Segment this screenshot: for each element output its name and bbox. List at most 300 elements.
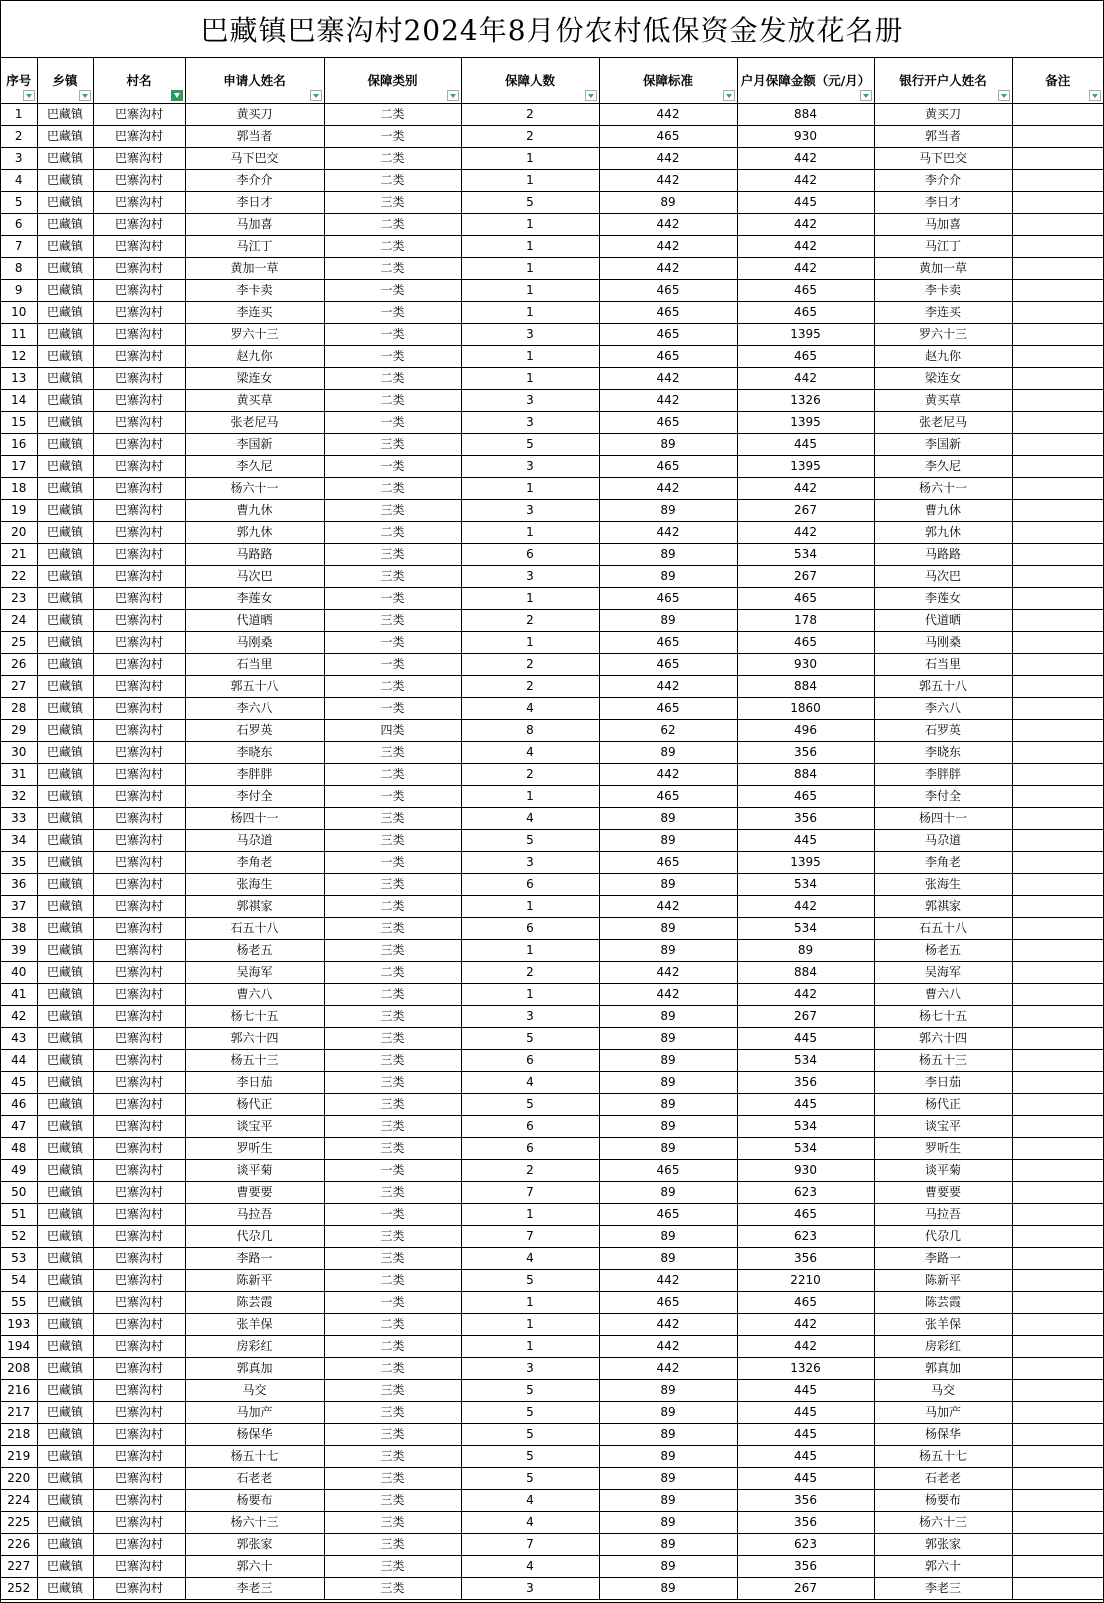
cell-township[interactable]: 巴藏镇	[37, 1402, 93, 1424]
cell-applicant[interactable]: 杨四十一	[185, 808, 324, 830]
cell-standard[interactable]: 89	[599, 1490, 737, 1512]
cell-amount[interactable]: 442	[737, 236, 874, 258]
cell-index[interactable]: 7	[1, 236, 37, 258]
cell-amount[interactable]: 465	[737, 302, 874, 324]
cell-index[interactable]: 41	[1, 984, 37, 1006]
cell-township[interactable]: 巴藏镇	[37, 1358, 93, 1380]
cell-village[interactable]: 巴寨沟村	[93, 896, 185, 918]
cell-account-holder[interactable]: 石老老	[874, 1468, 1012, 1490]
cell-category[interactable]: 二类	[324, 896, 461, 918]
filter-dropdown-icon[interactable]	[1089, 90, 1101, 101]
cell-index[interactable]: 28	[1, 698, 37, 720]
cell-township[interactable]: 巴藏镇	[37, 1094, 93, 1116]
cell-remarks[interactable]	[1012, 786, 1103, 808]
cell-township[interactable]: 巴藏镇	[37, 1468, 93, 1490]
cell-township[interactable]: 巴藏镇	[37, 1248, 93, 1270]
cell-category[interactable]: 三类	[324, 1380, 461, 1402]
filter-dropdown-icon[interactable]	[23, 90, 35, 101]
cell-remarks[interactable]	[1012, 896, 1103, 918]
cell-index[interactable]: 45	[1, 1072, 37, 1094]
cell-category[interactable]: 三类	[324, 610, 461, 632]
cell-persons[interactable]: 6	[461, 1138, 599, 1160]
cell-township[interactable]: 巴藏镇	[37, 368, 93, 390]
cell-standard[interactable]: 442	[599, 896, 737, 918]
cell-index[interactable]: 51	[1, 1204, 37, 1226]
cell-standard[interactable]: 465	[599, 346, 737, 368]
cell-account-holder[interactable]: 张老尼马	[874, 412, 1012, 434]
cell-remarks[interactable]	[1012, 1226, 1103, 1248]
cell-persons[interactable]: 1	[461, 258, 599, 280]
cell-village[interactable]: 巴寨沟村	[93, 830, 185, 852]
cell-applicant[interactable]: 曹要要	[185, 1182, 324, 1204]
cell-account-holder[interactable]: 郭六十	[874, 1556, 1012, 1578]
cell-account-holder[interactable]: 杨六十一	[874, 478, 1012, 500]
cell-amount[interactable]: 445	[737, 1468, 874, 1490]
cell-standard[interactable]: 89	[599, 1072, 737, 1094]
cell-standard[interactable]: 89	[599, 1006, 737, 1028]
cell-village[interactable]: 巴寨沟村	[93, 1094, 185, 1116]
cell-standard[interactable]: 89	[599, 1138, 737, 1160]
cell-category[interactable]: 一类	[324, 786, 461, 808]
cell-village[interactable]: 巴寨沟村	[93, 1248, 185, 1270]
cell-index[interactable]: 208	[1, 1358, 37, 1380]
cell-village[interactable]: 巴寨沟村	[93, 1534, 185, 1556]
cell-remarks[interactable]	[1012, 1358, 1103, 1380]
cell-account-holder[interactable]: 杨七十五	[874, 1006, 1012, 1028]
cell-category[interactable]: 三类	[324, 1578, 461, 1600]
cell-index[interactable]: 194	[1, 1336, 37, 1358]
cell-standard[interactable]: 465	[599, 412, 737, 434]
cell-standard[interactable]: 89	[599, 1380, 737, 1402]
cell-village[interactable]: 巴寨沟村	[93, 940, 185, 962]
cell-village[interactable]: 巴寨沟村	[93, 1006, 185, 1028]
cell-applicant[interactable]: 马下巴交	[185, 148, 324, 170]
cell-applicant[interactable]: 赵九你	[185, 346, 324, 368]
cell-township[interactable]: 巴藏镇	[37, 1578, 93, 1600]
cell-village[interactable]: 巴寨沟村	[93, 654, 185, 676]
cell-index[interactable]: 26	[1, 654, 37, 676]
cell-remarks[interactable]	[1012, 280, 1103, 302]
cell-remarks[interactable]	[1012, 434, 1103, 456]
cell-category[interactable]: 三类	[324, 1248, 461, 1270]
cell-account-holder[interactable]: 李晓东	[874, 742, 1012, 764]
cell-persons[interactable]: 4	[461, 1556, 599, 1578]
cell-persons[interactable]: 1	[461, 522, 599, 544]
cell-standard[interactable]: 465	[599, 852, 737, 874]
cell-standard[interactable]: 89	[599, 830, 737, 852]
cell-amount[interactable]: 445	[737, 192, 874, 214]
cell-village[interactable]: 巴寨沟村	[93, 808, 185, 830]
cell-standard[interactable]: 442	[599, 170, 737, 192]
cell-applicant[interactable]: 郭九休	[185, 522, 324, 544]
cell-village[interactable]: 巴寨沟村	[93, 258, 185, 280]
cell-index[interactable]: 47	[1, 1116, 37, 1138]
cell-standard[interactable]: 442	[599, 962, 737, 984]
cell-amount[interactable]: 930	[737, 1160, 874, 1182]
cell-amount[interactable]: 442	[737, 258, 874, 280]
cell-remarks[interactable]	[1012, 1402, 1103, 1424]
cell-township[interactable]: 巴藏镇	[37, 830, 93, 852]
cell-category[interactable]: 三类	[324, 874, 461, 896]
cell-persons[interactable]: 1	[461, 280, 599, 302]
cell-index[interactable]: 38	[1, 918, 37, 940]
cell-category[interactable]: 二类	[324, 390, 461, 412]
cell-index[interactable]: 11	[1, 324, 37, 346]
cell-township[interactable]: 巴藏镇	[37, 1292, 93, 1314]
cell-township[interactable]: 巴藏镇	[37, 918, 93, 940]
cell-village[interactable]: 巴寨沟村	[93, 742, 185, 764]
cell-persons[interactable]: 7	[461, 1182, 599, 1204]
cell-index[interactable]: 16	[1, 434, 37, 456]
cell-category[interactable]: 一类	[324, 346, 461, 368]
cell-village[interactable]: 巴寨沟村	[93, 1292, 185, 1314]
cell-standard[interactable]: 89	[599, 1556, 737, 1578]
cell-standard[interactable]: 89	[599, 918, 737, 940]
cell-index[interactable]: 219	[1, 1446, 37, 1468]
cell-township[interactable]: 巴藏镇	[37, 654, 93, 676]
cell-township[interactable]: 巴藏镇	[37, 1182, 93, 1204]
cell-category[interactable]: 三类	[324, 918, 461, 940]
cell-remarks[interactable]	[1012, 456, 1103, 478]
cell-village[interactable]: 巴寨沟村	[93, 126, 185, 148]
cell-remarks[interactable]	[1012, 412, 1103, 434]
cell-index[interactable]: 29	[1, 720, 37, 742]
cell-village[interactable]: 巴寨沟村	[93, 1578, 185, 1600]
cell-applicant[interactable]: 郭六十	[185, 1556, 324, 1578]
cell-amount[interactable]: 534	[737, 544, 874, 566]
cell-category[interactable]: 二类	[324, 962, 461, 984]
cell-remarks[interactable]	[1012, 742, 1103, 764]
cell-amount[interactable]: 465	[737, 1292, 874, 1314]
cell-persons[interactable]: 2	[461, 962, 599, 984]
cell-account-holder[interactable]: 李老三	[874, 1578, 1012, 1600]
cell-category[interactable]: 一类	[324, 1204, 461, 1226]
cell-index[interactable]: 217	[1, 1402, 37, 1424]
cell-village[interactable]: 巴寨沟村	[93, 1314, 185, 1336]
cell-index[interactable]: 24	[1, 610, 37, 632]
cell-standard[interactable]: 442	[599, 1358, 737, 1380]
cell-account-holder[interactable]: 黄加一草	[874, 258, 1012, 280]
cell-applicant[interactable]: 李介介	[185, 170, 324, 192]
cell-index[interactable]: 193	[1, 1314, 37, 1336]
cell-amount[interactable]: 465	[737, 588, 874, 610]
cell-standard[interactable]: 89	[599, 1578, 737, 1600]
cell-township[interactable]: 巴藏镇	[37, 676, 93, 698]
cell-category[interactable]: 三类	[324, 1490, 461, 1512]
cell-applicant[interactable]: 代道晒	[185, 610, 324, 632]
cell-applicant[interactable]: 郭六十四	[185, 1028, 324, 1050]
cell-category[interactable]: 一类	[324, 632, 461, 654]
cell-persons[interactable]: 3	[461, 566, 599, 588]
cell-account-holder[interactable]: 李国新	[874, 434, 1012, 456]
cell-persons[interactable]: 5	[461, 1424, 599, 1446]
cell-village[interactable]: 巴寨沟村	[93, 1160, 185, 1182]
cell-amount[interactable]: 445	[737, 1424, 874, 1446]
cell-township[interactable]: 巴藏镇	[37, 1446, 93, 1468]
cell-township[interactable]: 巴藏镇	[37, 566, 93, 588]
cell-village[interactable]: 巴寨沟村	[93, 610, 185, 632]
cell-amount[interactable]: 465	[737, 1204, 874, 1226]
cell-applicant[interactable]: 杨七十五	[185, 1006, 324, 1028]
cell-applicant[interactable]: 郭真加	[185, 1358, 324, 1380]
cell-township[interactable]: 巴藏镇	[37, 1556, 93, 1578]
cell-township[interactable]: 巴藏镇	[37, 434, 93, 456]
cell-persons[interactable]: 4	[461, 1490, 599, 1512]
cell-standard[interactable]: 442	[599, 148, 737, 170]
cell-index[interactable]: 31	[1, 764, 37, 786]
cell-persons[interactable]: 1	[461, 1292, 599, 1314]
cell-persons[interactable]: 3	[461, 324, 599, 346]
cell-township[interactable]: 巴藏镇	[37, 940, 93, 962]
cell-category[interactable]: 三类	[324, 192, 461, 214]
cell-amount[interactable]: 465	[737, 632, 874, 654]
cell-amount[interactable]: 445	[737, 1028, 874, 1050]
cell-remarks[interactable]	[1012, 1028, 1103, 1050]
cell-category[interactable]: 三类	[324, 544, 461, 566]
cell-category[interactable]: 三类	[324, 1006, 461, 1028]
cell-applicant[interactable]: 李晓东	[185, 742, 324, 764]
cell-index[interactable]: 224	[1, 1490, 37, 1512]
cell-amount[interactable]: 1395	[737, 324, 874, 346]
cell-standard[interactable]: 89	[599, 1116, 737, 1138]
cell-standard[interactable]: 89	[599, 1028, 737, 1050]
cell-township[interactable]: 巴藏镇	[37, 148, 93, 170]
cell-township[interactable]: 巴藏镇	[37, 1336, 93, 1358]
cell-applicant[interactable]: 李国新	[185, 434, 324, 456]
cell-village[interactable]: 巴寨沟村	[93, 720, 185, 742]
cell-standard[interactable]: 465	[599, 126, 737, 148]
cell-applicant[interactable]: 马路路	[185, 544, 324, 566]
cell-account-holder[interactable]: 李久尼	[874, 456, 1012, 478]
cell-remarks[interactable]	[1012, 940, 1103, 962]
cell-persons[interactable]: 8	[461, 720, 599, 742]
cell-applicant[interactable]: 杨代正	[185, 1094, 324, 1116]
cell-index[interactable]: 4	[1, 170, 37, 192]
cell-account-holder[interactable]: 石五十八	[874, 918, 1012, 940]
cell-applicant[interactable]: 杨保华	[185, 1424, 324, 1446]
cell-village[interactable]: 巴寨沟村	[93, 302, 185, 324]
cell-category[interactable]: 二类	[324, 148, 461, 170]
cell-persons[interactable]: 3	[461, 390, 599, 412]
cell-persons[interactable]: 1	[461, 302, 599, 324]
cell-amount[interactable]: 930	[737, 654, 874, 676]
cell-applicant[interactable]: 郭当者	[185, 126, 324, 148]
cell-remarks[interactable]	[1012, 214, 1103, 236]
cell-standard[interactable]: 89	[599, 192, 737, 214]
cell-amount[interactable]: 442	[737, 170, 874, 192]
cell-standard[interactable]: 89	[599, 500, 737, 522]
cell-account-holder[interactable]: 曹九休	[874, 500, 1012, 522]
cell-amount[interactable]: 356	[737, 1512, 874, 1534]
cell-index[interactable]: 225	[1, 1512, 37, 1534]
cell-persons[interactable]: 1	[461, 346, 599, 368]
cell-standard[interactable]: 442	[599, 104, 737, 126]
cell-account-holder[interactable]: 杨要布	[874, 1490, 1012, 1512]
cell-applicant[interactable]: 马尕道	[185, 830, 324, 852]
cell-index[interactable]: 53	[1, 1248, 37, 1270]
cell-index[interactable]: 14	[1, 390, 37, 412]
cell-index[interactable]: 42	[1, 1006, 37, 1028]
cell-village[interactable]: 巴寨沟村	[93, 412, 185, 434]
cell-persons[interactable]: 4	[461, 808, 599, 830]
cell-remarks[interactable]	[1012, 1534, 1103, 1556]
cell-township[interactable]: 巴藏镇	[37, 324, 93, 346]
cell-amount[interactable]: 534	[737, 874, 874, 896]
cell-applicant[interactable]: 李胖胖	[185, 764, 324, 786]
cell-index[interactable]: 216	[1, 1380, 37, 1402]
cell-applicant[interactable]: 黄买刀	[185, 104, 324, 126]
cell-category[interactable]: 二类	[324, 1358, 461, 1380]
cell-remarks[interactable]	[1012, 1138, 1103, 1160]
cell-account-holder[interactable]: 马加产	[874, 1402, 1012, 1424]
cell-applicant[interactable]: 曹六八	[185, 984, 324, 1006]
cell-standard[interactable]: 442	[599, 368, 737, 390]
cell-township[interactable]: 巴藏镇	[37, 1490, 93, 1512]
cell-township[interactable]: 巴藏镇	[37, 456, 93, 478]
cell-remarks[interactable]	[1012, 632, 1103, 654]
cell-township[interactable]: 巴藏镇	[37, 412, 93, 434]
cell-remarks[interactable]	[1012, 1468, 1103, 1490]
cell-index[interactable]: 37	[1, 896, 37, 918]
cell-index[interactable]: 252	[1, 1578, 37, 1600]
cell-remarks[interactable]	[1012, 874, 1103, 896]
cell-remarks[interactable]	[1012, 302, 1103, 324]
cell-amount[interactable]: 884	[737, 676, 874, 698]
cell-applicant[interactable]: 杨五十三	[185, 1050, 324, 1072]
cell-category[interactable]: 三类	[324, 1402, 461, 1424]
cell-village[interactable]: 巴寨沟村	[93, 1204, 185, 1226]
cell-remarks[interactable]	[1012, 258, 1103, 280]
cell-applicant[interactable]: 陈芸霞	[185, 1292, 324, 1314]
cell-standard[interactable]: 89	[599, 434, 737, 456]
cell-remarks[interactable]	[1012, 1314, 1103, 1336]
cell-village[interactable]: 巴寨沟村	[93, 1182, 185, 1204]
cell-standard[interactable]: 465	[599, 1292, 737, 1314]
cell-standard[interactable]: 89	[599, 1468, 737, 1490]
cell-account-holder[interactable]: 郭祺家	[874, 896, 1012, 918]
cell-standard[interactable]: 89	[599, 1248, 737, 1270]
cell-applicant[interactable]: 李卡卖	[185, 280, 324, 302]
cell-index[interactable]: 2	[1, 126, 37, 148]
cell-applicant[interactable]: 郭祺家	[185, 896, 324, 918]
cell-village[interactable]: 巴寨沟村	[93, 1270, 185, 1292]
cell-standard[interactable]: 465	[599, 588, 737, 610]
filter-dropdown-icon[interactable]	[860, 90, 872, 101]
cell-account-holder[interactable]: 杨五十七	[874, 1446, 1012, 1468]
cell-amount[interactable]: 1326	[737, 1358, 874, 1380]
cell-index[interactable]: 218	[1, 1424, 37, 1446]
cell-remarks[interactable]	[1012, 698, 1103, 720]
cell-township[interactable]: 巴藏镇	[37, 698, 93, 720]
cell-standard[interactable]: 442	[599, 522, 737, 544]
cell-index[interactable]: 5	[1, 192, 37, 214]
cell-village[interactable]: 巴寨沟村	[93, 192, 185, 214]
cell-amount[interactable]: 1326	[737, 390, 874, 412]
cell-persons[interactable]: 1	[461, 214, 599, 236]
cell-township[interactable]: 巴藏镇	[37, 1006, 93, 1028]
cell-remarks[interactable]	[1012, 1072, 1103, 1094]
cell-remarks[interactable]	[1012, 1006, 1103, 1028]
cell-index[interactable]: 3	[1, 148, 37, 170]
cell-applicant[interactable]: 张老尼马	[185, 412, 324, 434]
cell-standard[interactable]: 442	[599, 214, 737, 236]
cell-amount[interactable]: 356	[737, 742, 874, 764]
cell-applicant[interactable]: 罗听生	[185, 1138, 324, 1160]
cell-township[interactable]: 巴藏镇	[37, 962, 93, 984]
cell-account-holder[interactable]: 梁连女	[874, 368, 1012, 390]
cell-account-holder[interactable]: 罗六十三	[874, 324, 1012, 346]
cell-standard[interactable]: 465	[599, 324, 737, 346]
cell-account-holder[interactable]: 杨四十一	[874, 808, 1012, 830]
cell-standard[interactable]: 442	[599, 1270, 737, 1292]
cell-township[interactable]: 巴藏镇	[37, 1050, 93, 1072]
cell-amount[interactable]: 442	[737, 478, 874, 500]
cell-village[interactable]: 巴寨沟村	[93, 522, 185, 544]
cell-index[interactable]: 44	[1, 1050, 37, 1072]
cell-township[interactable]: 巴藏镇	[37, 280, 93, 302]
cell-index[interactable]: 9	[1, 280, 37, 302]
cell-remarks[interactable]	[1012, 1446, 1103, 1468]
cell-category[interactable]: 三类	[324, 1182, 461, 1204]
cell-amount[interactable]: 1395	[737, 412, 874, 434]
cell-remarks[interactable]	[1012, 764, 1103, 786]
cell-township[interactable]: 巴藏镇	[37, 1534, 93, 1556]
cell-standard[interactable]: 465	[599, 1160, 737, 1182]
cell-amount[interactable]: 445	[737, 830, 874, 852]
cell-village[interactable]: 巴寨沟村	[93, 214, 185, 236]
cell-amount[interactable]: 442	[737, 1314, 874, 1336]
cell-persons[interactable]: 3	[461, 412, 599, 434]
cell-persons[interactable]: 1	[461, 478, 599, 500]
cell-account-holder[interactable]: 郭五十八	[874, 676, 1012, 698]
cell-persons[interactable]: 5	[461, 1028, 599, 1050]
cell-remarks[interactable]	[1012, 1270, 1103, 1292]
cell-standard[interactable]: 442	[599, 478, 737, 500]
cell-index[interactable]: 15	[1, 412, 37, 434]
cell-standard[interactable]: 89	[599, 1424, 737, 1446]
cell-village[interactable]: 巴寨沟村	[93, 324, 185, 346]
cell-account-holder[interactable]: 郭九休	[874, 522, 1012, 544]
cell-index[interactable]: 54	[1, 1270, 37, 1292]
cell-amount[interactable]: 442	[737, 984, 874, 1006]
cell-amount[interactable]: 465	[737, 280, 874, 302]
cell-remarks[interactable]	[1012, 918, 1103, 940]
cell-standard[interactable]: 465	[599, 654, 737, 676]
cell-amount[interactable]: 884	[737, 104, 874, 126]
cell-village[interactable]: 巴寨沟村	[93, 588, 185, 610]
filter-dropdown-icon[interactable]	[79, 90, 91, 101]
cell-applicant[interactable]: 张羊保	[185, 1314, 324, 1336]
cell-index[interactable]: 33	[1, 808, 37, 830]
cell-category[interactable]: 一类	[324, 852, 461, 874]
cell-standard[interactable]: 442	[599, 764, 737, 786]
cell-account-holder[interactable]: 曹要要	[874, 1182, 1012, 1204]
cell-account-holder[interactable]: 房彩红	[874, 1336, 1012, 1358]
cell-category[interactable]: 三类	[324, 1072, 461, 1094]
cell-village[interactable]: 巴寨沟村	[93, 786, 185, 808]
cell-account-holder[interactable]: 陈芸霞	[874, 1292, 1012, 1314]
cell-village[interactable]: 巴寨沟村	[93, 1050, 185, 1072]
cell-standard[interactable]: 89	[599, 742, 737, 764]
cell-amount[interactable]: 442	[737, 1336, 874, 1358]
cell-category[interactable]: 三类	[324, 1226, 461, 1248]
cell-amount[interactable]: 1860	[737, 698, 874, 720]
cell-township[interactable]: 巴藏镇	[37, 720, 93, 742]
cell-amount[interactable]: 442	[737, 214, 874, 236]
cell-township[interactable]: 巴藏镇	[37, 236, 93, 258]
cell-village[interactable]: 巴寨沟村	[93, 1512, 185, 1534]
cell-amount[interactable]: 356	[737, 1248, 874, 1270]
